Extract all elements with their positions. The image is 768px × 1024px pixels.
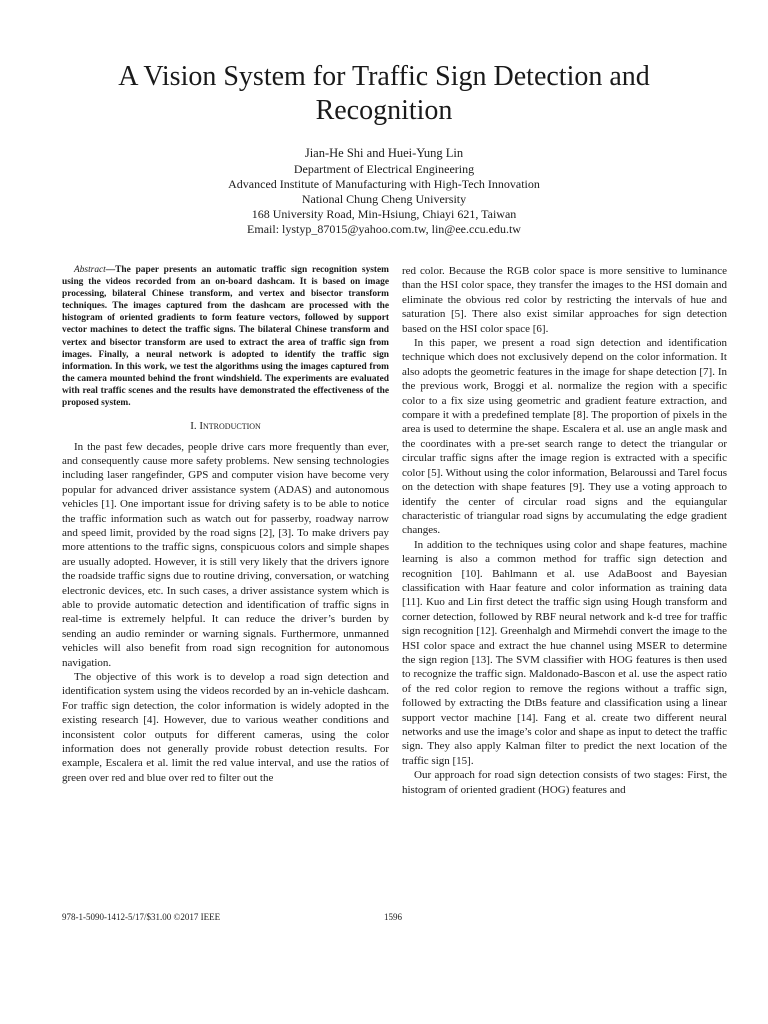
right-column bbox=[402, 264, 727, 797]
body-paragraph: red color. Because the RGB color space is more sensitive to luminance than the HSI color space, they transfer the images to the HSI domain and eliminate the obvious red color by restricting the intervals of hue and saturation [5]. There also exist similar approaches for sign detection based on the HSI color space [6]. bbox=[402, 265, 727, 335]
abstract bbox=[62, 264, 389, 409]
author-block bbox=[40, 146, 728, 237]
affiliation-department: Department of Electrical Engineering bbox=[293, 162, 475, 176]
section-number: I. bbox=[190, 420, 197, 433]
author-names: Jian-He Shi and Huei-Yung Lin bbox=[304, 146, 464, 160]
intro-paragraph: The objective of this work is to develop a road sign detection and identification system using the videos recorded by an in-vehicle dashcam. For traffic sign detection, the color information is widely adopted in the existing research [4]. However, due to various weather conditions and inconsistent color outputs for different cameras, using the color information does not generally provide robust detection results. For example, Escalera et al. limit the red value interval, and use the ratios of green over red and blue over red to filter out the bbox=[62, 671, 389, 784]
affiliation-address: 168 University Road, Min-Hsiung, Chiayi 621, Taiwan bbox=[251, 207, 517, 221]
left-column bbox=[62, 264, 389, 785]
body-paragraph: In addition to the techniques using color and shape features, machine learning is also a common method for traffic sign detection and recognition [10]. Bahlmann et al. use AdaBoost and Bayesian classification with Haar feature and color information as training data [11]. Kuo and Lin first detect the traffic sign using Hough transform and corner detection, followed by RBF neural network and k-d tree for traffic sign recognition [12]. Greenhalgh and Mirmehdi convert the image to the HSI color space and extract the hue channel using MSER to determine the sign region [13]. The SVM classifier with HOG features is then used to recognize the traffic sign. Maldonado-Bascon et al. use the aspect ratio of the red color region to remove the regions without a traffic sign, followed by extracting the DtBs feature and classification using a linear support vector machine [14]. Fang et al. create two different neural networks and use the image’s color and shape as input to detect the traffic sign. They also apply Kalman filter to predict the next location of the traffic sign [15]. bbox=[402, 538, 727, 767]
title-line-2: Recognition bbox=[315, 95, 453, 126]
affiliation-university: National Chung Cheng University bbox=[301, 192, 467, 206]
title-line-1: A Vision System for Traffic Sign Detection and bbox=[118, 61, 650, 92]
body-paragraph: In this paper, we present a road sign detection and identification technique which does not exclusively depend on the color information. It also adopts the geometric features in the image for shape detection [7]. In the previous work, Broggi et al. normalize the region with a specific color to a fix size using geometric and gradient feature extraction, and compare it with a predefined template [8]. The proportion of pixels in the area is used to determine the shape. Escalera et al. use an angle mask and the coordinates with a pre-set search range to detect the triangular or circular traffic signs after the image region is extracted with a specific color [5]. Without using the color information, Belaroussi and Tarel focus on the detection with shape features [9]. They use a voting approach to identify the center of circular road signs and the equiangular characteristic of triangular road signs by accumulating the edge gradient changes. bbox=[402, 337, 727, 537]
paper-title bbox=[40, 60, 728, 128]
copyright-footer: 978-1-5090-1412-5/17/$31.00 ©2017 IEEE bbox=[62, 912, 221, 922]
abstract-label: Abstract bbox=[74, 265, 106, 275]
intro-paragraph: In the past few decades, people drive cars more frequently than ever, and consequently cause more safety problems. New sensing technologies including laser rangefinder, GPS and computer vision have become very popular for advanced driver assistance system (ADAS) and autonomous vehicles [1]. One important issue for driving safety is to be able to notice the traffic information such as watch out for passerby, roadway narrow and speed limit, provided by the road signs [2], [3]. To make drivers pay more attentions to the traffic signs, conspicuous colors and simple shapes are usually adopted. However, it is still very likely that the drivers ignore the roadside traffic signs due to routine driving, conversation, or watching electronic devices, etc. In such cases, a driver assistance system which is able to provide automatic detection and identification of traffic signs in real-time is extremely helpful. It can reduce the driver’s burden by sending an audio reminder or warning signals. Furthermore, unmanned vehicles will also benefit from road sign recognition for autonomous navigation. bbox=[62, 440, 389, 669]
abstract-text: —The paper presents an automatic traffic sign recognition system using the videos recorded from an on-board dashcam. It is based on image processing, bilateral Chinese transform, and vertex and bisector transform techniques. The images captured from the dashcam are processed with the histogram of oriented gradients to form feature vectors, followed by support vector machines to detect the traffic signs. The bilateral Chinese transform and vertex and bisector transform are used to extract the area of traffic sign from images. Finally, a neural network is adopted to identify the traffic sign information. In this work, we test the algorithms using the images captured from the camera mounted behind the front windshield. The experiments are evaluated with real traffic scenes and the results have demonstrated the effectiveness of the proposed system. bbox=[62, 265, 389, 409]
body-paragraph: Our approach for road sign detection consists of two stages: First, the histogram of oriented gradient (HOG) features and bbox=[402, 769, 727, 796]
affiliation-institute: Advanced Institute of Manufacturing with High-Tech Innovation bbox=[228, 177, 540, 191]
section-heading bbox=[62, 419, 389, 433]
section-title: Introduction bbox=[199, 420, 261, 433]
page-number: 1596 bbox=[384, 912, 402, 922]
affiliation-email: Email: lystyp_87015@yahoo.com.tw, lin@ee.ccu.edu.tw bbox=[247, 222, 521, 236]
